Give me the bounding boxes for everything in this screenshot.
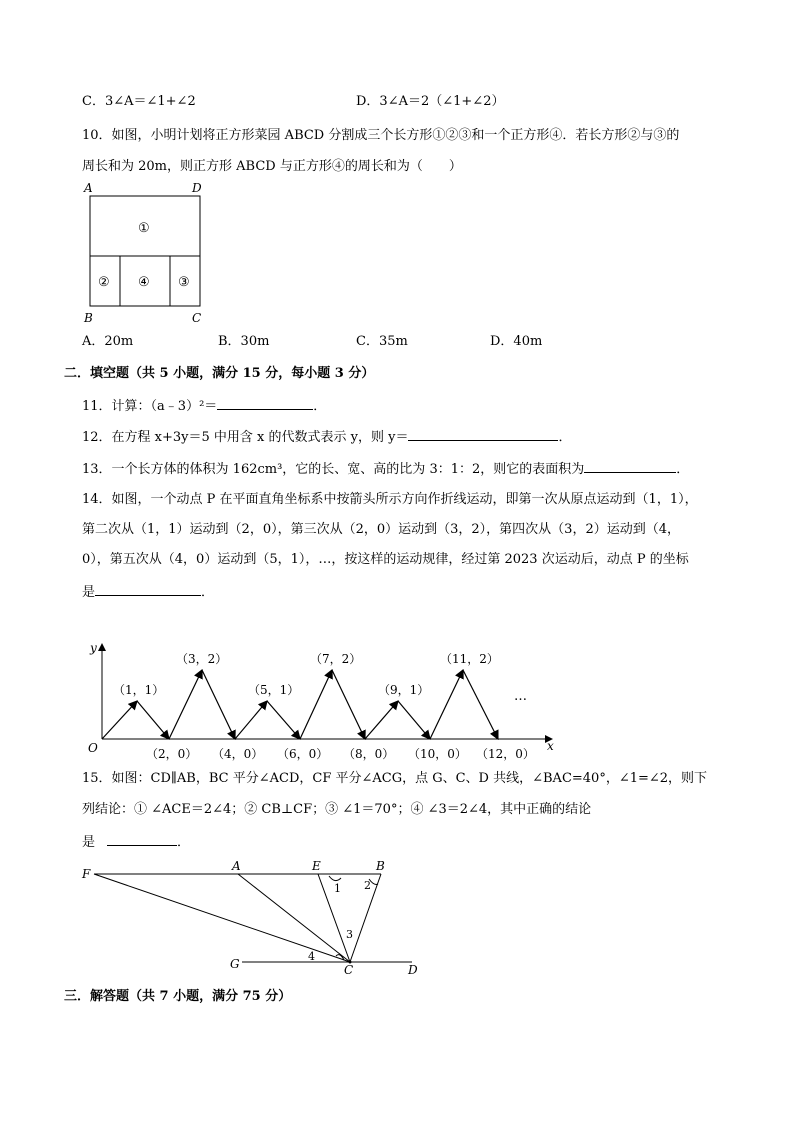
segment-10 [398,701,430,739]
axis-label-8: （8，0） [343,747,395,761]
q15-line3 [82,831,190,853]
axis-label-2: （2，0） [146,747,198,761]
label-c: C [192,311,202,325]
q12-line [82,426,571,448]
segment-1 [102,701,137,739]
angle-label-4: 4 [308,950,315,963]
label-d: D [192,181,202,195]
q13-line [82,458,689,480]
q14-end: ． [201,585,215,600]
angle-1-arc [329,876,341,881]
q15-answer-blank[interactable] [107,831,177,846]
segment-9 [365,701,398,739]
angle-label-3: 3 [346,928,353,941]
angle-label-1: 1 [334,882,341,895]
label-e: E [312,859,321,873]
peak-label-6: （11，2） [440,652,499,666]
q9-option-d: D．3∠A＝2（∠1+∠2） [356,94,505,109]
q15-end: ． [177,835,191,850]
q14-text-line3: 0），第五次从（4，0）运动到（5，1），…，按这样的运动规律，经过第 2023 次运动后，动点 P 的坐标 [82,552,689,567]
segment-fc [94,874,350,962]
q13-end: ． [676,462,690,477]
q15-text-line3: 是 [82,835,96,850]
origin-label: O [88,741,98,755]
axis-label-4: （4，0） [212,747,264,761]
q10-text-line2: 周长和为 20m，则正方形 ABCD 与正方形④的周长和为（ ） [82,159,462,174]
region-3: ③ [178,275,190,290]
angle-label-2: 2 [364,879,371,892]
peak-label-5: （9，1） [378,683,430,697]
region-4: ④ [138,275,150,290]
q15-text-line1: 15．如图：CD∥AB，BC 平分∠ACD，CF 平分∠ACG，点 G、C、D 共线，∠BAC=40°，∠1=∠2，则下 [82,771,708,786]
segment-2 [137,701,169,739]
q12-end: ． [558,430,572,445]
q10-option-b: B．30m [218,334,270,349]
axis-label-10: （10，0） [408,747,467,761]
q9-option-c: C．3∠A＝∠1+∠2 [82,94,196,109]
peak-label-3: （5，1） [248,683,300,697]
peak-label-4: （7，2） [310,652,362,666]
label-c: C [344,963,354,977]
q15-geometry-figure [78,856,428,981]
q14-text-line4: 是 [82,585,96,600]
peak-label-2: （3，2） [176,652,228,666]
q12-answer-blank[interactable] [408,426,558,441]
label-g: G [230,957,240,971]
q11-answer-blank[interactable] [217,395,313,410]
q14-text-line1: 14．如图，一个动点 P 在平面直角坐标系中按箭头所示方向作折线运动，即第一次从原点运动到（1，1）， [82,492,698,507]
ellipsis: … [514,689,527,704]
q14-answer-blank[interactable] [95,581,201,596]
section2-title: 二．填空题（共 5 小题，满分 15 分，每小题 3 分） [64,366,375,381]
x-axis-label: x [547,739,554,753]
label-a: A [232,859,241,873]
label-b: B [376,859,385,873]
q10-option-a: A．20m [82,334,134,349]
q12-text: 12．在方程 x+3y＝5 中用含 x 的代数式表示 y，则 y＝ [82,430,409,445]
q14-text-line2: 第二次从（1，1）运动到（2，0），第三次从（2，0）运动到（3，2），第四次从（3，2）运动到（4， [82,522,680,537]
q10-option-c: C．35m [356,334,408,349]
section3-title: 三．解答题（共 7 小题，满分 75 分） [64,989,292,1004]
q13-text: 13．一个长方体的体积为 162cm³，它的长、宽、高的比为 3：1：2，则它的表面积为 [82,462,585,477]
q11-line [82,395,326,417]
segment-3 [169,670,202,739]
q11-end: ． [313,399,327,414]
zigzag-path [102,670,498,739]
region-2: ② [98,275,110,290]
q14-coordinate-graph [80,638,570,768]
axis-label-12: （12，0） [476,747,535,761]
segment-7 [300,670,332,739]
label-b: B [84,311,93,325]
segment-11 [430,670,463,739]
q10-text-line1: 10．如图，小明计划将正方形菜园 ABCD 分割成三个长方形①②③和一个正方形④．若长方形②与③的 [82,128,680,143]
segment-6 [267,701,300,739]
segment-8 [332,670,365,739]
segment-5 [235,701,267,739]
segment-12 [463,670,498,739]
q10-square-figure [80,180,210,330]
q13-answer-blank[interactable] [584,458,676,473]
q14-line4 [82,581,214,603]
y-axis-label: y [90,641,97,655]
label-d: D [408,963,418,977]
label-a: A [84,181,93,195]
q10-option-d: D．40m [490,334,543,349]
label-f: F [82,867,91,881]
segment-4 [202,670,235,739]
q11-text: 11．计算：（a﹣3）²＝ [82,399,218,414]
axis-label-6: （6，0） [277,747,329,761]
region-1: ① [138,221,150,236]
q15-text-line2: 列结论：① ∠ACE＝2∠4；② CB⊥CF；③ ∠1＝70°；④ ∠3＝2∠4，其中正确的结论 [82,802,592,817]
peak-label-1: （1，1） [113,683,165,697]
